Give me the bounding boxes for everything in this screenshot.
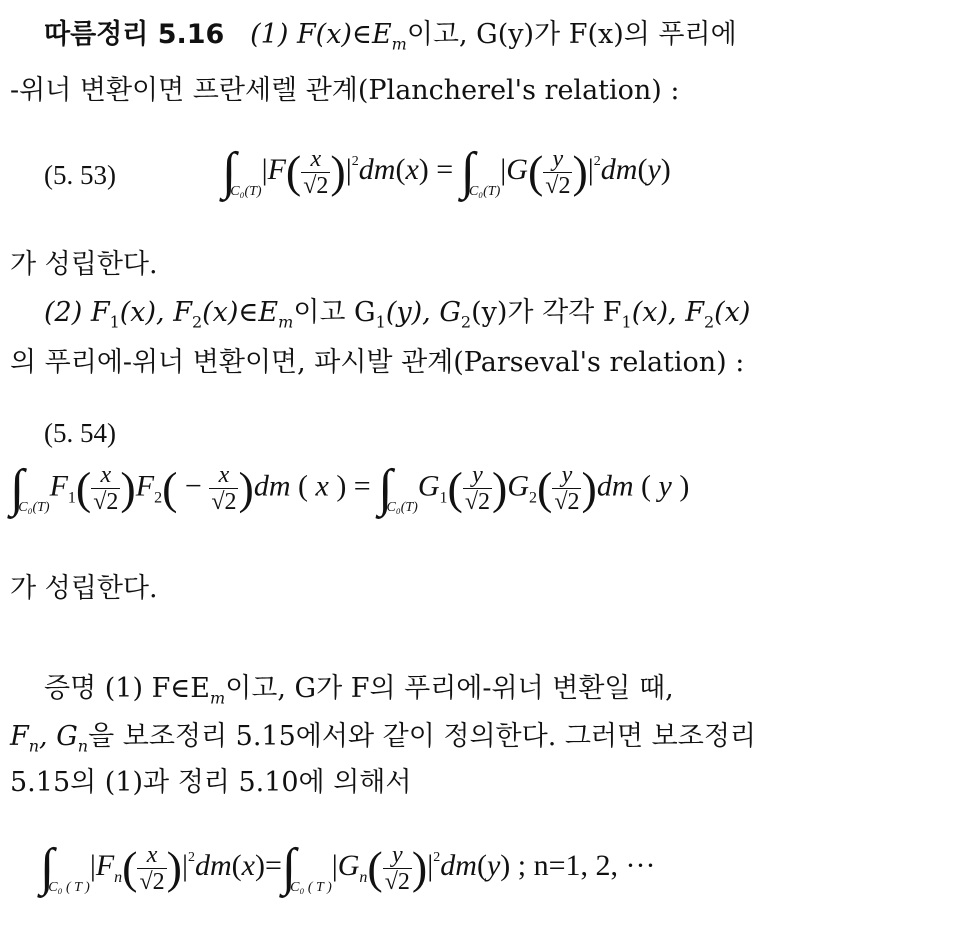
fraction-x-sqrt2: $\frac{x}{√2}$ — [303, 145, 329, 199]
line1-rest: 이고, G(y)가 F(x)의 푸리에 — [406, 19, 737, 50]
holds-2: 가 성립한다. — [10, 573, 158, 604]
fraction-y-sqrt2: $\frac{y}{√2}$ — [545, 145, 571, 199]
plancherel-line: -위너 변환이면 프란세렐 관계(Plancherel's relation) : — [10, 75, 680, 106]
holds-1: 가 성립한다. — [10, 249, 158, 280]
equation-tail: ; n=1, 2, ··· — [517, 849, 656, 882]
proof-line-3: 5.15의 (1)과 정리 5.10에 의해서 — [10, 767, 412, 798]
corollary-line-2 — [10, 74, 680, 108]
integral-domain: C₀(T) — [230, 184, 262, 199]
integral-domain: C₀(T) — [468, 184, 501, 199]
proof-equation: $\int_{C_0 ( T )}|F_n$( $\frac{x}{√2}$ )$|^2dm(x)=\int_{C_0 ( T )}|G_n$( $\frac{y}{√2}$ )$|^2dm(y)$ ; n=1, 2, ··· — [40, 839, 656, 897]
eq-5-53-number: (5. 53) — [44, 160, 116, 190]
proof-line-1: 증명 (1) $F\in E_m$이고, G가 F의 푸리에-위너 변환일 때, — [44, 673, 674, 708]
part2-line: (2) $F_1(x)$, $F_2(x)\in E_m$이고 $G_1(y)$, $G_2(y)$가 각각 $F_1(x)$, $F_2(x)$ — [44, 297, 751, 332]
corollary-heading: 따름정리 5.16 — [44, 19, 225, 50]
corollary-line-1 — [44, 18, 737, 61]
eq-5-54-number: (5. 54) — [44, 418, 116, 448]
proof-line-2: $F_n$, $G_n$을 보조정리 5.15에서와 같이 정의한다. 그러면 보조정리 — [10, 721, 757, 756]
integral-sign: ∫ — [222, 143, 237, 201]
integral-sign: ∫ — [460, 143, 475, 201]
parseval-line: 의 푸리에-위너 변환이면, 파시발 관계(Parseval's relation) : — [10, 347, 745, 378]
equation-5-54: $\int_{C_0(T)}F_1$( $\frac{x}{√2}$ )$F_2$( − $\frac{x}{√2}$ )dm ( x ) = $\int_{C_0(T)}G_1$( $\frac{y}{√2}$ )$G_2$( $\frac{y}{√2}$ )dm ( y ) — [10, 459, 690, 517]
part1-intro: (1) F(x)∈E — [250, 19, 392, 50]
sub-m: m — [391, 34, 407, 54]
equation-5-53: $\int_{C_0(T)}|F$( $\frac{x}{√2}$ )$|^2dm(x) = \int_{C_0(T)}|G$( $\frac{y}{√2}$ )$|^2dm(y)$ — [222, 143, 671, 201]
